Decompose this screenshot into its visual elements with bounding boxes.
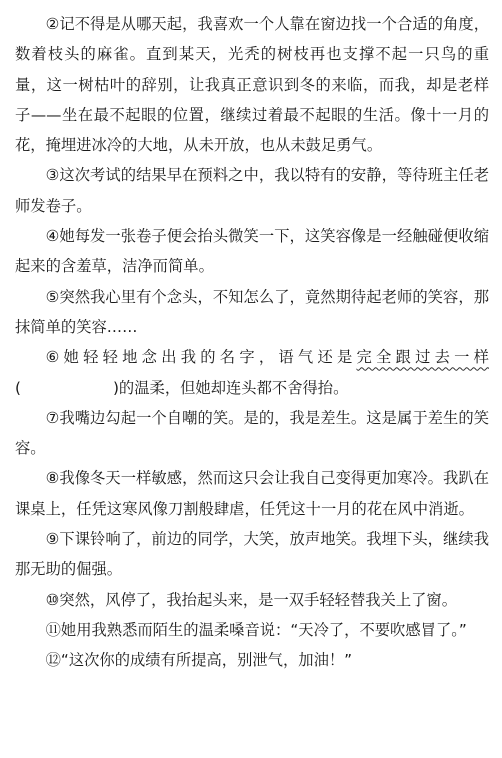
paragraph-9: ⑨下课铃响了，前边的同学，大笑，放声地笑。我埋下头，继续我那无助的倔强。 bbox=[15, 530, 489, 579]
paragraph-7: ⑦我嘴边勾起一个自嘲的笑。是的，我是差生。这是属于差生的笑容。 bbox=[15, 408, 489, 458]
paragraph-8: ⑧我像冬天一样敏感，然而这只会让我自己变得更加寒冷。我趴在课桌上，任凭这寒风像刀割般肆虐，任凭这十一月的花在风中消逝。 bbox=[15, 469, 489, 518]
paragraph-3: ③这次考试的结果早在预料之中，我以特有的安静，等待班主任老师发卷子。 bbox=[15, 166, 489, 215]
paragraph-6-line-1 bbox=[15, 342, 489, 372]
paragraph-6-text-after: )的温柔，但她却连头都不舍得抬。 bbox=[112, 378, 349, 397]
paragraph-6-text-before: ⑥她轻轻地念出我的名字，语气还是 bbox=[45, 348, 357, 367]
paragraph-12: ⑫“这次你的成绩有所提高，别泄气，加油！” bbox=[45, 651, 353, 670]
paragraph-6 bbox=[15, 342, 489, 403]
paragraph-10: ⑩突然，风停了，我抬起头来，是一双手轻轻替我关上了窗。 bbox=[45, 590, 458, 609]
essay-text bbox=[15, 9, 489, 676]
underlined-phrase: 完全跟过去一样 bbox=[356, 348, 489, 367]
paragraph-4: ④她每发一张卷子便会抬头微笑一下，这笑容像是一经触碰便收缩起来的含羞草，洁净而简单。 bbox=[15, 227, 489, 276]
paragraph-6-line-2 bbox=[15, 373, 489, 403]
blank-open-paren: ( bbox=[15, 378, 21, 397]
paragraph-2: ②记不得是从哪天起，我喜欢一个人靠在窗边找一个合适的角度，数着枝头的麻雀。直到某天，光秃的树枝再也支撑不起一只鸟的重量，这一树枯叶的辞别，让我真正意识到冬的来临，而我，却是老样子——坐在最不起眼的位置，继续过着最不起眼的生活。像十一月的花，掩埋进冰冷的大地，从未开放，也从未鼓足勇气。 bbox=[15, 15, 489, 155]
paragraph-11: ⑪她用我熟悉而陌生的温柔嗓音说：“天冷了，不要吹感冒了。” bbox=[45, 620, 467, 639]
paragraph-5: ⑤突然我心里有个念头，不知怎么了，竟然期待起老师的笑容，那抹简单的笑容…… bbox=[15, 287, 489, 336]
